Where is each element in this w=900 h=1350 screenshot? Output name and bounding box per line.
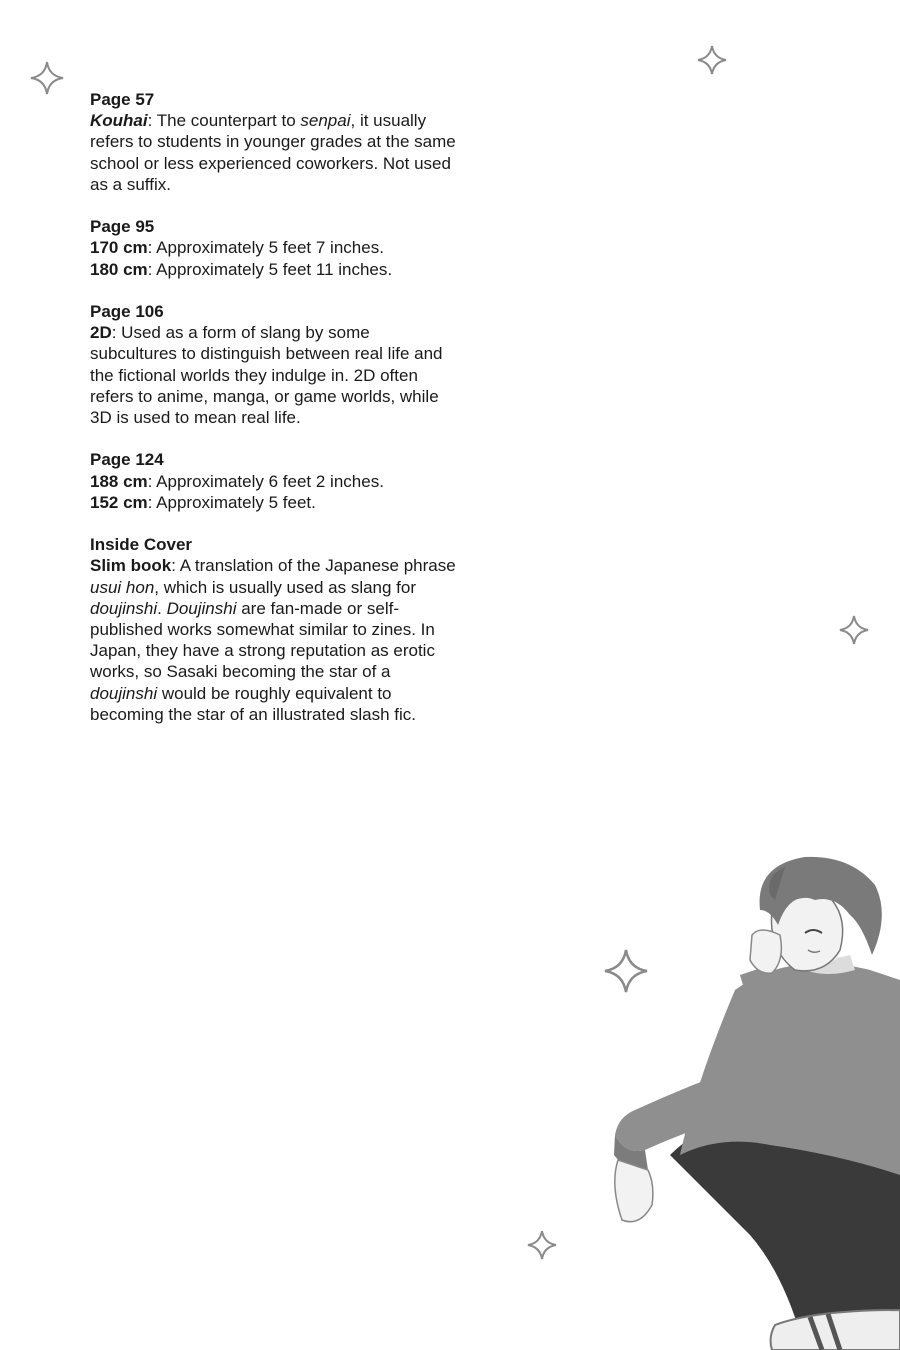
note-definition: [90, 471, 460, 492]
sparkle-icon: [696, 44, 728, 76]
note-page-heading: Page 57: [90, 90, 155, 109]
crouching-boy-illustration: [600, 855, 900, 1350]
note-definition: [90, 555, 460, 725]
sparkle-icon: [838, 614, 870, 646]
note-text: .: [157, 598, 167, 618]
note-term: Slim book: [90, 556, 172, 576]
note-text: usui hon: [90, 577, 155, 597]
note-term: 180 cm: [90, 259, 148, 279]
note-term: Kouhai: [90, 111, 148, 131]
note-entry: [90, 301, 460, 428]
note-text: are fan-made or self-published works somewhat similar to zines. In Japan, they have a strong reputation as erotic works, so Sasaki becoming the star of a: [90, 598, 435, 682]
note-text: doujinshi: [90, 598, 158, 618]
sparkle-icon: [526, 1229, 558, 1261]
note-entry: [90, 89, 460, 195]
note-term: 188 cm: [90, 471, 148, 491]
note-page-heading: Inside Cover: [90, 535, 193, 555]
note-text: Doujinshi: [166, 598, 237, 618]
note-definition: [90, 259, 460, 280]
note-page-heading: Page 124: [90, 450, 164, 470]
note-definition: [90, 110, 460, 195]
note-entry: [90, 449, 460, 513]
note-text: doujinshi: [90, 683, 158, 703]
translation-notes: [90, 89, 460, 746]
note-text: senpai: [300, 111, 351, 131]
note-page-heading: Page 106: [90, 302, 164, 321]
note-entry: [90, 216, 460, 280]
note-definition: [90, 492, 460, 513]
note-text: , it usually refers to students in younger grades at the same school or less experienced coworkers. Not used as a suffix.: [90, 111, 456, 194]
note-term: 152 cm: [90, 492, 148, 512]
note-text: : A translation of the Japanese phrase: [171, 556, 456, 576]
note-text: : The counterpart to: [147, 111, 301, 131]
sparkle-icon: [29, 60, 65, 96]
note-text: : Approximately 5 feet 7 inches.: [147, 238, 384, 258]
note-text: : Used as a form of slang by some subcultures to distinguish between real life and the fictional worlds they indulge in. 2D often refers to anime, manga, or game worlds, while 3D is used to mean real life.: [90, 323, 443, 428]
note-text: : Approximately 5 feet.: [147, 492, 316, 512]
note-text: : Approximately 5 feet 11 inches.: [147, 259, 393, 279]
note-term: 170 cm: [90, 238, 148, 258]
note-definition: [90, 237, 460, 258]
note-text: : Approximately 6 feet 2 inches.: [147, 471, 384, 491]
note-text: would be roughly equivalent to becoming the star of an illustrated slash fic.: [90, 683, 416, 724]
note-text: , which is usually used as slang for: [154, 577, 417, 597]
note-entry: [90, 534, 460, 725]
note-term: 2D: [90, 323, 112, 343]
note-page-heading: Page 95: [90, 217, 155, 237]
note-definition: [90, 322, 460, 428]
